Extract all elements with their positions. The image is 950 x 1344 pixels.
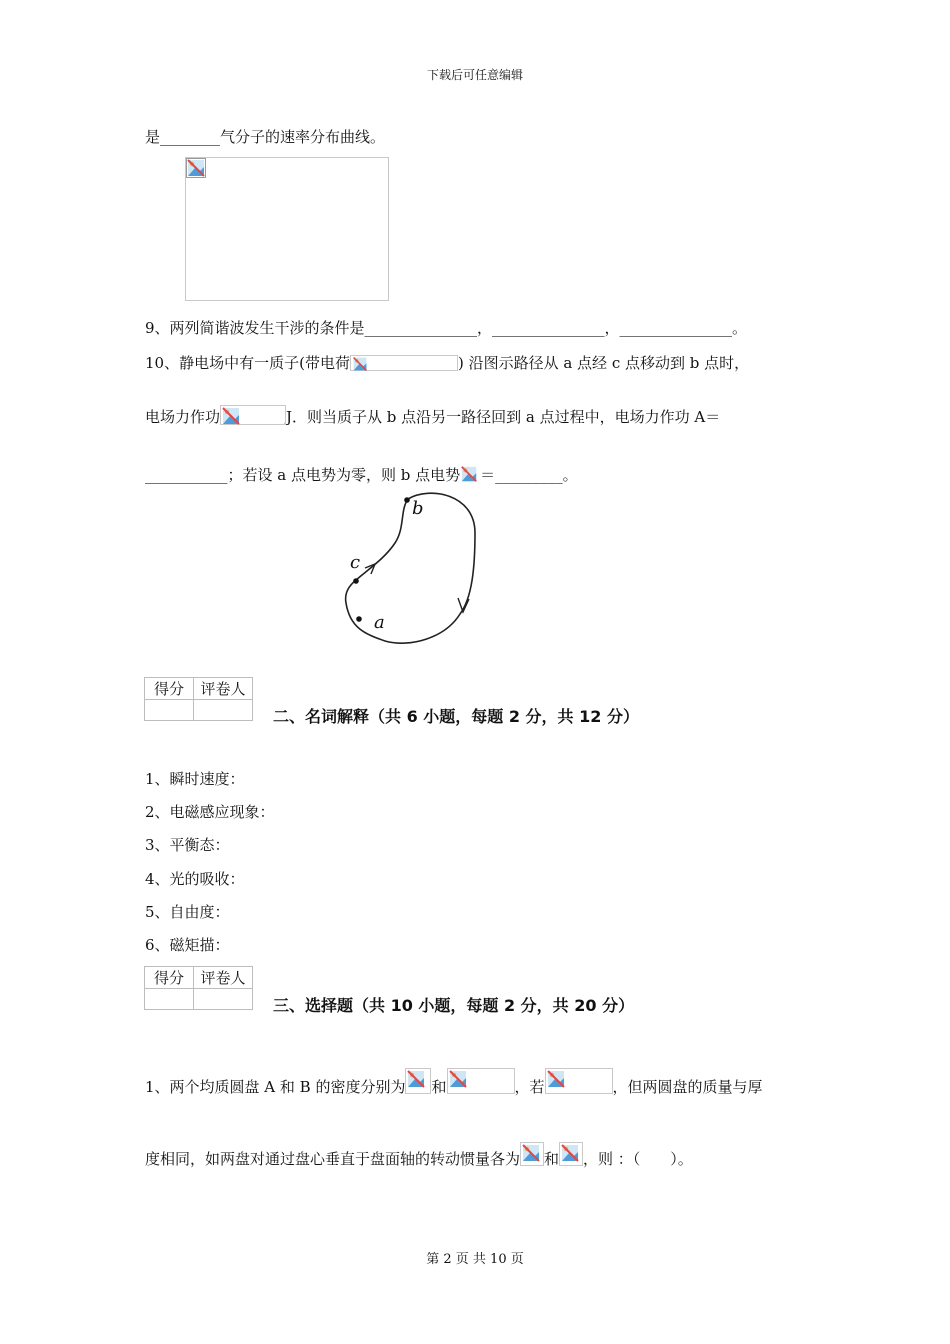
charge-formula-image [350,355,458,371]
score-cell [145,989,194,1010]
page-header: 下载后可任意编辑 [426,68,523,82]
q10-text-3a: ___________；若设 a 点电势为零，则 b 点电势 [145,466,461,484]
question-10-line-3 [145,465,578,485]
q10-text-2b: J．则当质子从 b 点沿另一路径回到 a 点过程中，电场力作功 A＝ [286,408,721,426]
q1-text-a: 1、两个均质圆盘 A 和 B 的密度分别为 [145,1078,406,1096]
q1-text-d: ，但两圆盘的质量与厚 [612,1078,763,1096]
q1-text-e: 度相同，如两盘对通过盘心垂直于盘面轴的转动惯量各为 [145,1150,521,1168]
score-cell [145,700,194,721]
grader-header: 评卷人 [194,678,253,700]
broken-image-icon [221,406,241,426]
broken-image-icon [186,158,206,178]
broken-image-icon [406,1069,426,1089]
question-10-line-1 [145,353,749,373]
broken-image-icon [560,1143,580,1163]
broken-image-icon [448,1069,468,1089]
work-value-image [220,405,286,425]
q1-text-g: ，则 ：（ ）。 [583,1150,693,1168]
q10-text-1a: 10、静电场中有一质子(带电荷 [145,354,350,372]
q10-text-3b: ＝_________。 [480,466,578,484]
grader-cell [194,700,253,721]
term-item-3: 3、平衡态： [145,836,230,854]
broken-image-icon [460,465,478,483]
q1-text-c: ，若 [514,1078,545,1096]
density-relation-image [545,1068,613,1094]
inertia-b-image [559,1142,583,1166]
grader-header: 评卷人 [194,967,253,989]
label-a: a [374,612,385,633]
point-c [353,578,359,584]
term-item-1: 1、瞬时速度： [145,770,245,788]
score-table-section-2 [144,677,253,721]
label-b: b [412,498,424,519]
question-9: 9、两列简谐波发生干涉的条件是_______________，_______________，_______________。 [145,319,748,337]
point-b [404,497,410,503]
term-item-4: 4、光的吸收： [145,870,245,888]
inertia-a-image [520,1142,544,1166]
section-2-title: 二、名词解释（共 6 小题，每题 2 分，共 12 分） [273,707,639,726]
question-10-line-2 [145,405,720,427]
closed-path [346,493,475,643]
potential-symbol-image [460,465,480,483]
choice-q1-line-2 [145,1142,693,1169]
path-figure [330,488,490,653]
grader-cell [194,989,253,1010]
q1-text-b: 和 [431,1078,447,1096]
term-item-5: 5、自由度： [145,903,230,921]
q10-text-1b: ) 沿图示路径从 a 点经 c 点移动到 b 点时， [457,354,750,372]
label-c: c [350,552,361,573]
q10-text-2a: 电场力作功 [145,408,221,426]
section-3-title: 三、选择题（共 10 小题，每题 2 分，共 20 分） [273,996,635,1015]
score-header: 得分 [145,678,194,700]
q1-text-f: 和 [544,1150,560,1168]
term-item-2: 2、电磁感应现象： [145,803,275,821]
choice-q1-line-1 [145,1068,763,1097]
broken-image-icon [546,1069,566,1089]
page-footer: 第 2 页 共 10 页 [426,1252,524,1267]
score-table-section-3 [144,966,253,1010]
point-a [356,616,362,622]
score-header: 得分 [145,967,194,989]
density-b-image [447,1068,515,1094]
broken-image-icon [521,1143,541,1163]
speed-distribution-image [185,157,389,301]
broken-image-icon [351,356,369,372]
question-8-tail: 是________气分子的速率分布曲线。 [145,128,386,146]
density-a-image [405,1068,431,1094]
term-item-6: 6、磁矩描： [145,936,230,954]
